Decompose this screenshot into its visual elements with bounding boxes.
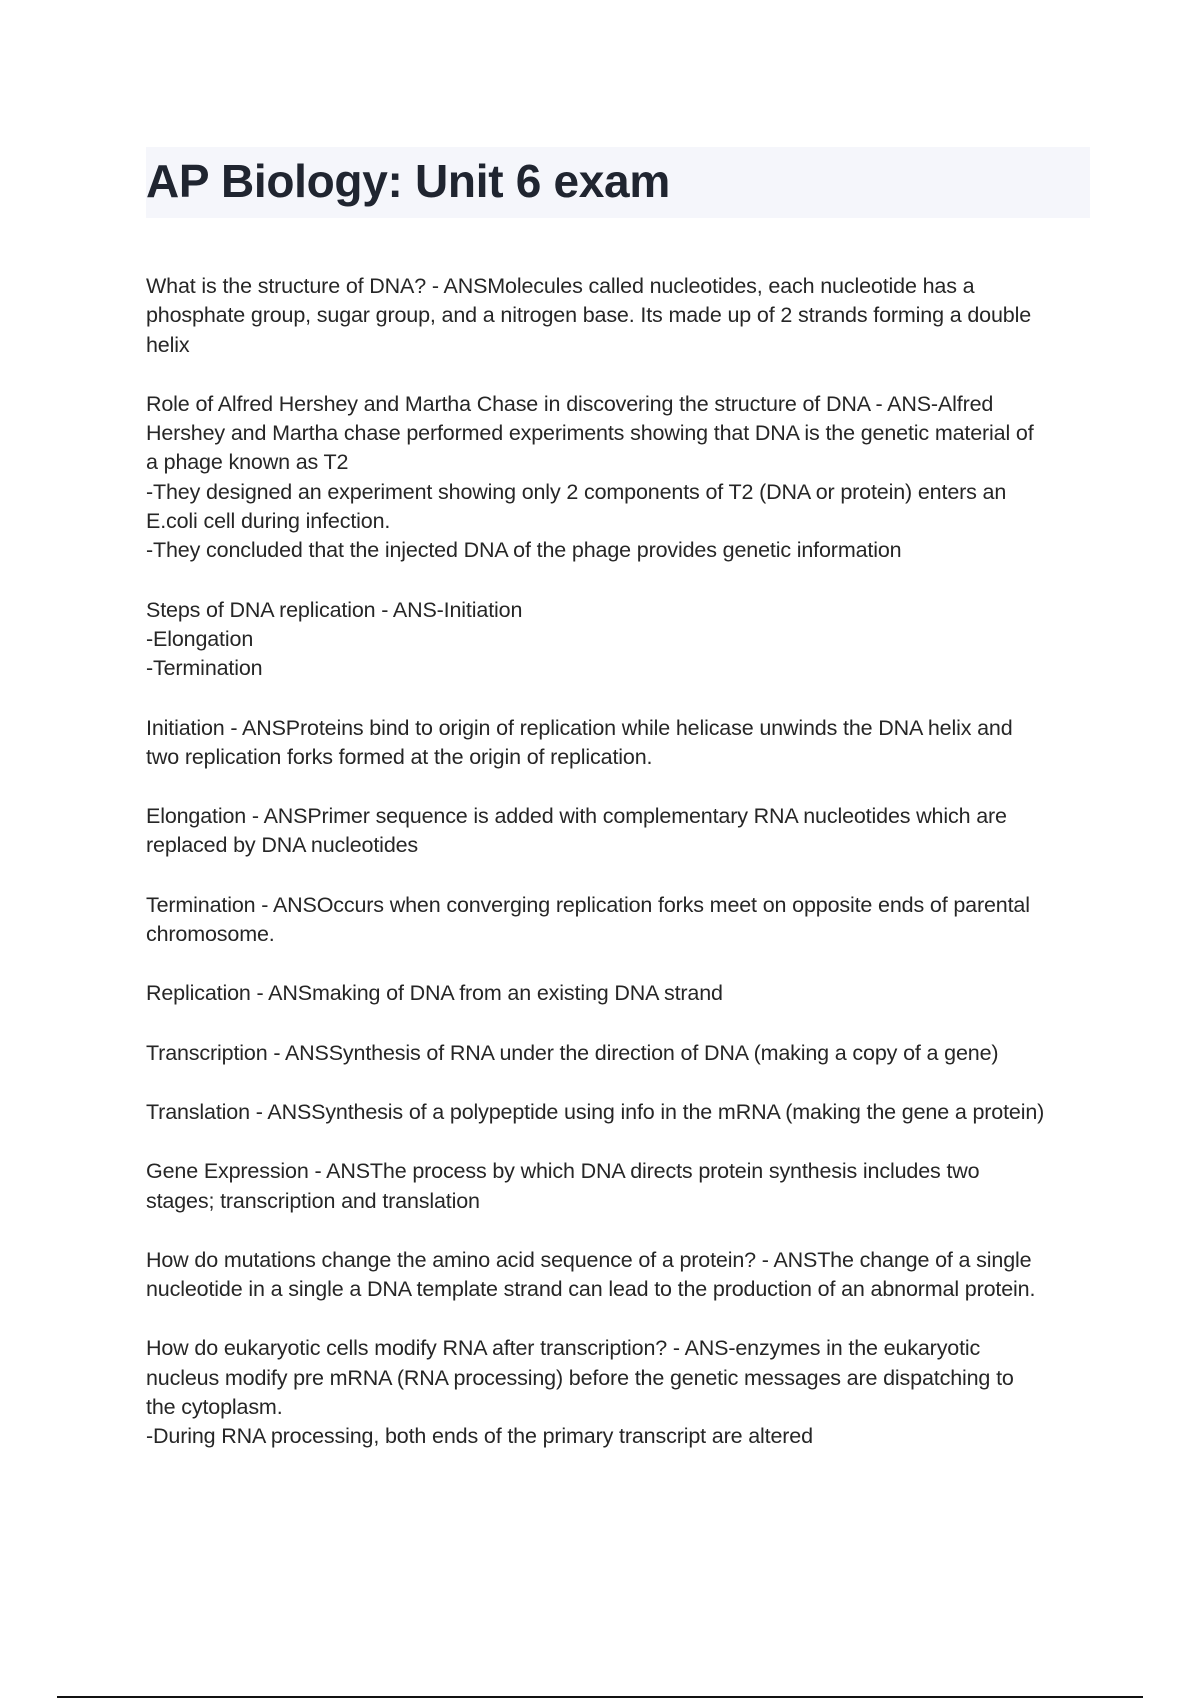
page-title: AP Biology: Unit 6 exam — [146, 155, 670, 207]
qa-entry-line: -During RNA processing, both ends of the primary transcript are altered — [146, 1424, 813, 1449]
qa-entry-line: Steps of DNA replication - ANS-Initiation — [146, 597, 523, 622]
qa-entry-line: -Elongation — [146, 626, 254, 651]
qa-entry — [146, 891, 1096, 950]
qa-entry-line: Initiation - ANSProteins bind to origin of replication while helicase unwinds the DNA helix and — [146, 715, 1013, 740]
qa-entry-line: E.coli cell during infection. — [146, 509, 391, 534]
qa-entry-line: nucleotide in a single a DNA template strand can lead to the production of an abnormal protein. — [146, 1277, 1036, 1302]
qa-entry-line: Termination - ANSOccurs when converging replication forks meet on opposite ends of parental — [146, 892, 1030, 917]
qa-entry — [146, 390, 1096, 566]
qa-entry-line: chromosome. — [146, 922, 275, 947]
qa-entry-line: two replication forks formed at the origin of replication. — [146, 744, 653, 769]
qa-entry — [146, 714, 1096, 773]
qa-entry — [146, 979, 1096, 1008]
qa-entry — [146, 1039, 1096, 1068]
qa-entry-line: the cytoplasm. — [146, 1395, 283, 1420]
qa-entry-line: -They concluded that the injected DNA of the phage provides genetic information — [146, 538, 902, 563]
qa-entry — [146, 272, 1096, 360]
qa-entry — [146, 1246, 1096, 1305]
qa-entry-line: replaced by DNA nucleotides — [146, 833, 419, 858]
qa-list — [146, 272, 1096, 1482]
qa-entry-line: Translation - ANSSynthesis of a polypeptide using info in the mRNA (making the gene a protein) — [146, 1099, 1045, 1124]
qa-entry — [146, 596, 1096, 684]
qa-entry-line: -They designed an experiment showing only 2 components of T2 (DNA or protein) enters an — [146, 479, 1007, 504]
qa-entry-line: Hershey and Martha chase performed experiments showing that DNA is the genetic material of — [146, 421, 1034, 446]
qa-entry-line: What is the structure of DNA? - ANSMolecules called nucleotides, each nucleotide has a — [146, 274, 975, 298]
qa-entry-line: nucleus modify pre mRNA (RNA processing) before the genetic messages are dispatching to — [146, 1365, 1014, 1390]
qa-entry-line: How do mutations change the amino acid sequence of a protein? - ANSThe change of a single — [146, 1247, 1032, 1272]
qa-entry — [146, 1098, 1096, 1127]
qa-entry-line: Role of Alfred Hershey and Martha Chase in discovering the structure of DNA - ANS-Alfred — [146, 391, 994, 416]
qa-entry-line: Replication - ANSmaking of DNA from an existing DNA strand — [146, 981, 723, 1006]
qa-entry — [146, 1334, 1096, 1451]
qa-entry — [146, 802, 1096, 861]
qa-entry-line: stages; transcription and translation — [146, 1188, 480, 1213]
footer-divider — [57, 1696, 1143, 1698]
qa-entry-line: a phage known as T2 — [146, 450, 349, 475]
qa-entry-line: Transcription - ANSSynthesis of RNA under the direction of DNA (making a copy of a gene) — [146, 1040, 999, 1065]
qa-entry-line: How do eukaryotic cells modify RNA after transcription? - ANS-enzymes in the eukaryotic — [146, 1336, 981, 1361]
qa-entry — [146, 1157, 1096, 1216]
qa-entry-line: helix — [146, 332, 190, 357]
title-banner — [146, 147, 1090, 218]
qa-entry-line: -Termination — [146, 656, 263, 681]
qa-entry-line: Elongation - ANSPrimer sequence is added with complementary RNA nucleotides which are — [146, 804, 1007, 829]
qa-entry-line: Gene Expression - ANSThe process by which DNA directs protein synthesis includes two — [146, 1159, 980, 1184]
qa-entry-line: phosphate group, sugar group, and a nitrogen base. Its made up of 2 strands forming a double — [146, 303, 1032, 328]
